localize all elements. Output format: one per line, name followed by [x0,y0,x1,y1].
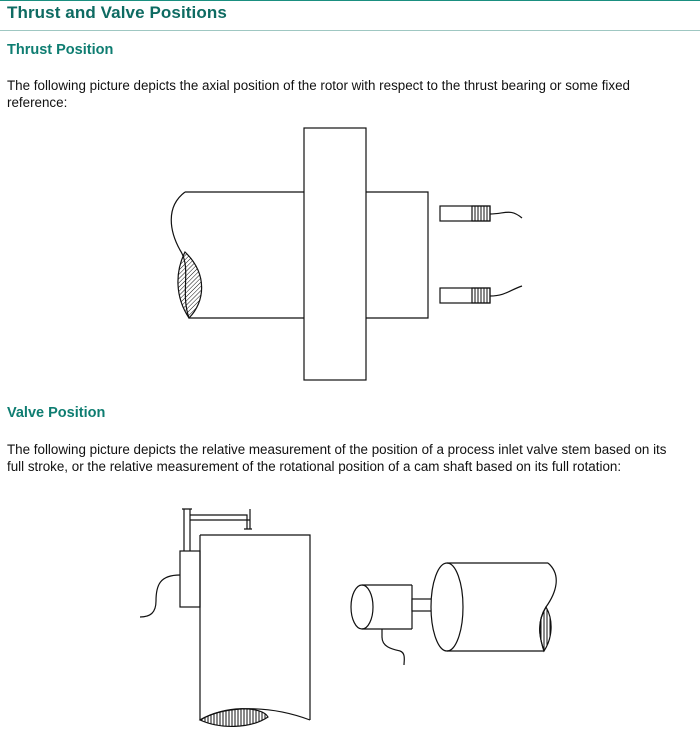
cam-drum-face [431,563,463,651]
valve-position-diagram [0,505,700,745]
thrust-collar [304,128,366,380]
thrust-position-paragraph: The following picture depicts the axial position of the rotor with respect to the thrust bearing or some fixed reference: [7,78,630,110]
sensor-cable [140,575,180,617]
valve-position-sensor [180,551,200,607]
valve-position-paragraph: The following picture depicts the relative measurement of the position of a process inlet valve stem based on its full stroke, or the relative measurement of the rotational position of a cam shaft based on its full rotation: [7,442,667,474]
stem-section-hatch [200,709,268,727]
top-rule [0,0,700,1]
valve-position-heading: Valve Position [7,405,106,421]
shaft-section-hatch [178,252,202,318]
thrust-position-diagram [0,122,700,382]
lower-proximity-probe [440,286,522,303]
title-underline [0,30,700,31]
cam-sensor-face [351,585,373,629]
cam-section-hatch [540,607,551,651]
page-title: Thrust and Valve Positions [7,3,227,22]
sensor-bracket [182,509,252,551]
upper-proximity-probe [440,206,522,221]
valve-stem-assembly [140,509,310,720]
cam-shaft-assembly [351,563,556,665]
cam-sensor-cable [382,629,404,665]
thrust-position-heading: Thrust Position [7,42,114,58]
valve-stem [200,535,310,720]
